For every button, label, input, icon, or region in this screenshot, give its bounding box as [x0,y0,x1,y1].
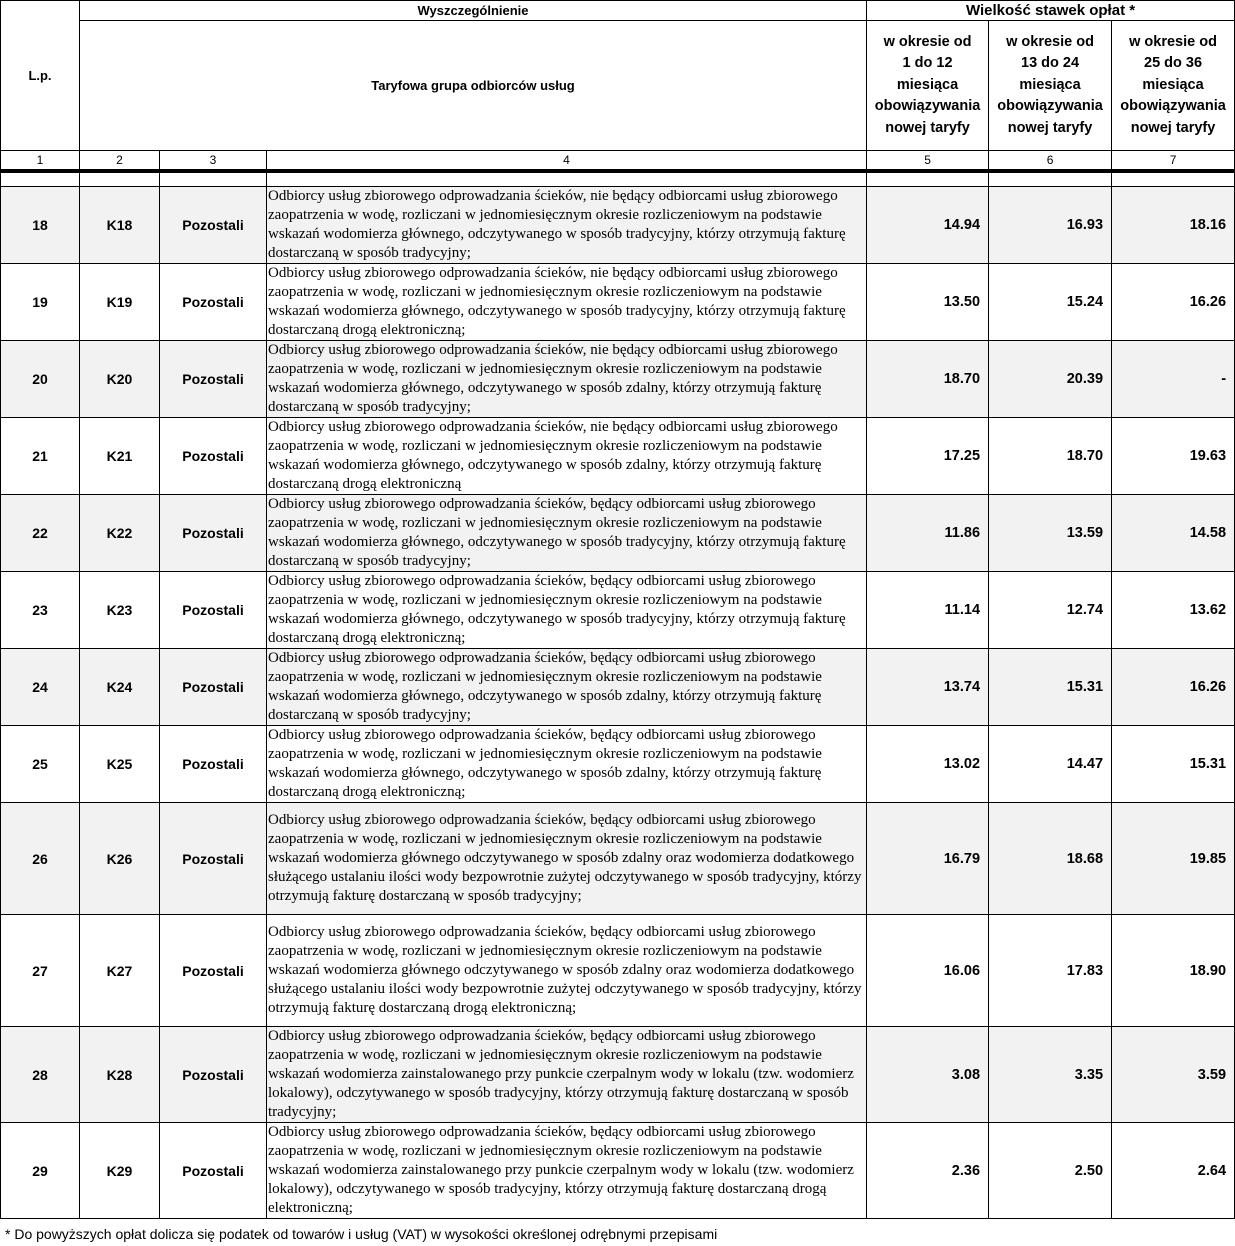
customer-group: Pozostali [160,1027,267,1123]
period-line: 25 do 36 [1144,55,1203,72]
table-row [1,803,1235,915]
description: Odbiorcy usług zbiorowego odprowadzania ścieków, nie będący odbiorcami usług zbiorowego zaopatrzenia w wodę, rozliczani w jednomiesięcznym okresie rozliczeniowym na podstawie wskazań wodomierza głównego, odczytywanego w sposób zdalny, którzy otrzymują fakturę dostarczaną drogą elektroniczną [267,418,867,495]
header-period-2 [989,21,1112,151]
rate-period-2: 13.59 [989,495,1112,572]
customer-group: Pozostali [160,341,267,418]
customer-group: Pozostali [160,495,267,572]
table-row [1,187,1235,264]
customer-group: Pozostali [160,915,267,1027]
tariff-code: K18 [80,187,160,264]
tariff-code: K27 [80,915,160,1027]
header-wielkosc-stawek: Wielkość stawek opłat * [867,1,1235,21]
rate-period-3: 14.58 [1112,495,1235,572]
rate-period-2: 18.70 [989,418,1112,495]
column-number: 4 [267,151,867,172]
row-number: 25 [1,726,80,803]
customer-group: Pozostali [160,803,267,915]
table-row [1,418,1235,495]
tariff-code: K25 [80,726,160,803]
footnote: * Do powyższych opłat dolicza się podatek od towarów i usług (VAT) w wysokości określonej odrębnymi przepisami [5,1226,718,1242]
rate-period-2: 17.83 [989,915,1112,1027]
rate-period-2: 2.50 [989,1123,1112,1219]
rate-period-3: - [1112,341,1235,418]
table-row [1,495,1235,572]
tariff-code: K20 [80,341,160,418]
rate-period-1: 16.06 [867,915,989,1027]
tariff-code: K24 [80,649,160,726]
customer-group: Pozostali [160,649,267,726]
rate-period-2: 15.31 [989,649,1112,726]
rate-period-3: 19.63 [1112,418,1235,495]
rate-period-2: 16.93 [989,187,1112,264]
description: Odbiorcy usług zbiorowego odprowadzania ścieków, będący odbiorcami usług zbiorowego zaopatrzenia w wodę, rozliczani w jednomiesięcznym okresie rozliczeniowym na podstawie wskazań wodomierza głównego, odczytywanego w sposób zdalny, którzy otrzymują fakturę dostarczaną w sposób tradycyjny; [267,649,867,726]
period-line: miesiąca [1142,76,1204,93]
rate-period-1: 11.14 [867,572,989,649]
description: Odbiorcy usług zbiorowego odprowadzania ścieków, będący odbiorcami usług zbiorowego zaopatrzenia w wodę, rozliczani w jednomiesięcznym okresie rozliczeniowym na podstawie wskazań wodomierza głównego odczytywanego w sposób zdalny oraz wodomierza dodatkowego służącego ustalaniu ilości wody bezpowrotnie zużytej odczytywanego w sposób tradycyjny, którzy otrzymują fakturę dostarczaną w sposób tradycyjny; [267,803,867,915]
rate-period-2: 3.35 [989,1027,1112,1123]
period-line: w okresie od [883,33,972,50]
description: Odbiorcy usług zbiorowego odprowadzania ścieków, nie będący odbiorcami usług zbiorowego zaopatrzenia w wodę, rozliczani w jednomiesięcznym okresie rozliczeniowym na podstawie wskazań wodomierza głównego, odczytywanego w sposób tradycyjny, którzy otrzymują fakturę dostarczaną drogą elektroniczną; [267,264,867,341]
table-row [1,264,1235,341]
rate-period-3: 18.90 [1112,915,1235,1027]
rate-period-3: 2.64 [1112,1123,1235,1219]
table-row [1,726,1235,803]
rate-period-1: 11.86 [867,495,989,572]
row-number: 20 [1,341,80,418]
table-row [1,572,1235,649]
rate-period-1: 14.94 [867,187,989,264]
tariff-code: K19 [80,264,160,341]
customer-group: Pozostali [160,187,267,264]
header-period-3 [1112,21,1235,151]
row-number: 23 [1,572,80,649]
description: Odbiorcy usług zbiorowego odprowadzania ścieków, będący odbiorcami usług zbiorowego zaopatrzenia w wodę, rozliczani w jednomiesięcznym okresie rozliczeniowym na podstawie wskazań wodomierza zainstalowanego przy punkcie czerpalnym wody w lokalu (tzw. wodomierz lokalowy), odczytywanego w sposób tradycyjny, którzy otrzymują fakturę dostarczaną drogą elektroniczną; [267,1123,867,1219]
header-taryfowa-grupa: Taryfowa grupa odbiorców usług [80,21,867,151]
description: Odbiorcy usług zbiorowego odprowadzania ścieków, będący odbiorcami usług zbiorowego zaopatrzenia w wodę, rozliczani w jednomiesięcznym okresie rozliczeniowym na podstawie wskazań wodomierza głównego, odczytywanego w sposób tradycyjny, którzy otrzymują fakturę dostarczaną w sposób tradycyjny; [267,495,867,572]
rate-period-1: 16.79 [867,803,989,915]
table-row [1,341,1235,418]
table-row [1,1027,1235,1123]
column-number: 1 [1,151,80,172]
rate-period-1: 3.08 [867,1027,989,1123]
tariff-code: K23 [80,572,160,649]
description: Odbiorcy usług zbiorowego odprowadzania ścieków, będący odbiorcami usług zbiorowego zaopatrzenia w wodę, rozliczani w jednomiesięcznym okresie rozliczeniowym na podstawie wskazań wodomierza głównego odczytywanego w sposób zdalny oraz wodomierza dodatkowego służącego ustalaniu ilości wody bezpowrotnie zużytej odczytywanego w sposób tradycyjny, którzy otrzymują fakturę dostarczaną drogą elektroniczną; [267,915,867,1027]
header-lp: L.p. [1,1,80,151]
customer-group: Pozostali [160,726,267,803]
header-period-1 [867,21,989,151]
customer-group: Pozostali [160,572,267,649]
period-line: 1 do 12 [902,55,953,72]
column-number: 2 [80,151,160,172]
table-row [1,1123,1235,1219]
column-number: 6 [989,151,1112,172]
period-line: miesiąca [1019,76,1081,93]
rate-period-1: 13.02 [867,726,989,803]
rate-period-1: 17.25 [867,418,989,495]
tariff-code: K21 [80,418,160,495]
rate-period-1: 13.50 [867,264,989,341]
description: Odbiorcy usług zbiorowego odprowadzania ścieków, będący odbiorcami usług zbiorowego zaopatrzenia w wodę, rozliczani w jednomiesięcznym okresie rozliczeniowym na podstawie wskazań wodomierza głównego, odczytywanego w sposób tradycyjny, którzy otrzymują fakturę dostarczaną drogą elektroniczną; [267,572,867,649]
customer-group: Pozostali [160,264,267,341]
rate-period-2: 12.74 [989,572,1112,649]
tariff-code: K22 [80,495,160,572]
period-line: w okresie od [1129,33,1217,50]
tariff-code: K29 [80,1123,160,1219]
rate-period-3: 13.62 [1112,572,1235,649]
period-line: 13 do 24 [1021,55,1080,72]
description: Odbiorcy usług zbiorowego odprowadzania ścieków, będący odbiorcami usług zbiorowego zaopatrzenia w wodę, rozliczani w jednomiesięcznym okresie rozliczeniowym na podstawie wskazań wodomierza zainstalowanego przy punkcie czerpalnym wody w lokalu (tzw. wodomierz lokalowy), odczytywanego w sposób tradycyjny, którzy otrzymują fakturę dostarczaną w sposób tradycyjny; [267,1027,867,1123]
table-row [1,915,1235,1027]
rate-period-3: 16.26 [1112,649,1235,726]
period-line: w okresie od [1006,33,1094,50]
rate-period-2: 18.68 [989,803,1112,915]
customer-group: Pozostali [160,418,267,495]
description: Odbiorcy usług zbiorowego odprowadzania ścieków, będący odbiorcami usług zbiorowego zaopatrzenia w wodę, rozliczani w jednomiesięcznym okresie rozliczeniowym na podstawie wskazań wodomierza głównego, odczytywanego w sposób zdalny, którzy otrzymują fakturę dostarczaną drogą elektroniczną; [267,726,867,803]
period-line: nowej taryfy [1007,119,1093,136]
tariff-code: K26 [80,803,160,915]
row-number: 27 [1,915,80,1027]
rate-period-3: 18.16 [1112,187,1235,264]
rate-period-2: 14.47 [989,726,1112,803]
rate-period-1: 2.36 [867,1123,989,1219]
row-number: 22 [1,495,80,572]
rate-period-1: 18.70 [867,341,989,418]
table-row [1,649,1235,726]
row-number: 29 [1,1123,80,1219]
period-line: miesiąca [896,76,959,93]
row-number: 28 [1,1027,80,1123]
period-line: obowiązywania [1120,98,1226,115]
column-number: 7 [1112,151,1235,172]
rate-period-3: 16.26 [1112,264,1235,341]
period-line: obowiązywania [874,98,981,115]
period-line: nowej taryfy [1130,119,1216,136]
row-number: 19 [1,264,80,341]
description: Odbiorcy usług zbiorowego odprowadzania ścieków, nie będący odbiorcami usług zbiorowego zaopatrzenia w wodę, rozliczani w jednomiesięcznym okresie rozliczeniowym na podstawie wskazań wodomierza głównego, odczytywanego w sposób zdalny, którzy otrzymują fakturę dostarczaną w sposób tradycyjny; [267,341,867,418]
row-number: 21 [1,418,80,495]
column-number: 3 [160,151,267,172]
header-wyszczegolnienie: Wyszczególnienie [80,1,867,21]
rate-period-1: 13.74 [867,649,989,726]
rate-period-3: 19.85 [1112,803,1235,915]
period-line: obowiązywania [997,98,1103,115]
rate-period-2: 15.24 [989,264,1112,341]
rate-period-3: 15.31 [1112,726,1235,803]
row-number: 24 [1,649,80,726]
rate-period-2: 20.39 [989,341,1112,418]
row-number: 26 [1,803,80,915]
tariff-code: K28 [80,1027,160,1123]
period-line: nowej taryfy [885,119,970,136]
column-number: 5 [867,151,989,172]
rate-period-3: 3.59 [1112,1027,1235,1123]
row-number: 18 [1,187,80,264]
description: Odbiorcy usług zbiorowego odprowadzania ścieków, nie będący odbiorcami usług zbiorowego zaopatrzenia w wodę, rozliczani w jednomiesięcznym okresie rozliczeniowym na podstawie wskazań wodomierza głównego, odczytywanego w sposób tradycyjny, którzy otrzymują fakturę dostarczaną w sposób tradycyjny; [267,187,867,264]
customer-group: Pozostali [160,1123,267,1219]
